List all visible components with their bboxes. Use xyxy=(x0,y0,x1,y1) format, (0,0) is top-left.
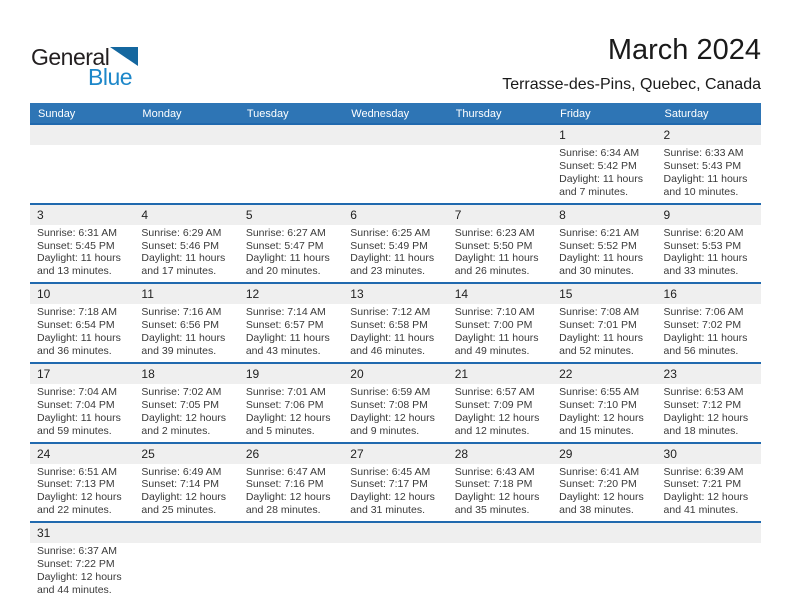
daylight-text-line1: Daylight: 12 hours xyxy=(663,411,749,424)
day-number: 4 xyxy=(141,207,149,222)
daylight-text-line1: Daylight: 11 hours xyxy=(37,252,121,265)
sunset-text: Sunset: 7:09 PM xyxy=(454,398,533,411)
sunset-text: Sunset: 5:52 PM xyxy=(559,239,637,252)
weekday-label-wednesday: Wednesday xyxy=(351,108,410,120)
day-number: 17 xyxy=(37,366,51,381)
day-number: 30 xyxy=(663,446,677,461)
daylight-text-line1: Daylight: 11 hours xyxy=(454,332,539,345)
sunset-text: Sunset: 6:58 PM xyxy=(350,319,428,332)
empty-day-number xyxy=(448,523,552,543)
empty-day-number xyxy=(30,125,134,145)
empty-day-cell xyxy=(657,543,761,601)
empty-day-cell xyxy=(134,145,238,203)
logo-text-blue: Blue xyxy=(88,64,133,90)
day-number: 2 xyxy=(663,128,671,142)
day-number: 5 xyxy=(245,207,253,222)
sunrise-text: Sunrise: 6:41 AM xyxy=(559,465,640,478)
sunrise-text: Sunrise: 6:27 AM xyxy=(245,226,326,239)
sunset-text: Sunset: 5:42 PM xyxy=(559,159,637,172)
month-title: March 2024 xyxy=(607,34,761,66)
day-number: 28 xyxy=(454,446,469,461)
day-number: 3 xyxy=(37,207,44,222)
day-cell xyxy=(448,384,552,442)
day-cell xyxy=(30,304,134,362)
daylight-text-line1: Daylight: 12 hours xyxy=(37,570,122,583)
daylight-text-line2: and 7 minutes. xyxy=(559,185,628,198)
sunset-text: Sunset: 7:04 PM xyxy=(37,398,115,411)
sunrise-text: Sunrise: 6:29 AM xyxy=(141,226,222,239)
daylight-text-line1: Daylight: 11 hours xyxy=(454,252,539,265)
daylight-text-line2: and 36 minutes. xyxy=(37,344,112,357)
day-cells-row xyxy=(30,464,761,522)
weekday-label-friday: Friday xyxy=(560,108,591,120)
daylight-text-line2: and 12 minutes. xyxy=(454,424,530,437)
daylight-text-line2: and 15 minutes. xyxy=(559,424,634,437)
day-number-band xyxy=(30,444,761,464)
daylight-text-line2: and 26 minutes. xyxy=(454,265,530,278)
empty-day-number xyxy=(657,523,761,543)
sunrise-text: Sunrise: 6:49 AM xyxy=(141,465,222,478)
day-number: 14 xyxy=(454,287,469,302)
day-cell xyxy=(30,225,134,283)
daylight-text-line2: and 49 minutes. xyxy=(454,344,530,357)
sunset-text: Sunset: 7:10 PM xyxy=(559,398,637,411)
daylight-text-line2: and 35 minutes. xyxy=(454,504,530,517)
daylight-text-line1: Daylight: 11 hours xyxy=(663,252,748,265)
day-number: 23 xyxy=(663,366,677,381)
day-cell xyxy=(657,304,761,362)
sunset-text: Sunset: 7:02 PM xyxy=(663,319,742,332)
day-number: 25 xyxy=(141,446,155,461)
daylight-text-line1: Daylight: 11 hours xyxy=(559,172,643,185)
daylight-text-line1: Daylight: 11 hours xyxy=(663,172,748,185)
day-number: 21 xyxy=(454,366,469,381)
day-cell xyxy=(552,225,656,283)
calendar-week-row xyxy=(30,364,761,444)
daylight-text-line2: and 33 minutes. xyxy=(663,265,739,278)
weekday-label-sunday: Sunday xyxy=(38,108,76,120)
day-cell xyxy=(657,225,761,283)
empty-day-cell xyxy=(448,543,552,601)
day-cell xyxy=(343,384,447,442)
day-number: 18 xyxy=(141,366,155,381)
day-number: 20 xyxy=(350,366,364,381)
daylight-text-line2: and 20 minutes. xyxy=(245,265,321,278)
weekday-label-thursday: Thursday xyxy=(455,108,502,120)
daylight-text-line2: and 59 minutes. xyxy=(37,424,112,437)
day-number-band xyxy=(30,364,761,384)
daylight-text-line2: and 23 minutes. xyxy=(350,265,425,278)
day-number: 19 xyxy=(245,366,260,381)
daylight-text-line1: Daylight: 11 hours xyxy=(663,332,748,345)
daylight-text-line1: Daylight: 12 hours xyxy=(141,491,227,504)
sunrise-text: Sunrise: 6:33 AM xyxy=(663,147,744,159)
calendar-week-row xyxy=(30,125,761,205)
daylight-text-line1: Daylight: 12 hours xyxy=(559,491,644,504)
day-number: 8 xyxy=(559,207,566,222)
daylight-text-line1: Daylight: 12 hours xyxy=(141,411,227,424)
day-cell xyxy=(239,464,343,522)
daylight-text-line1: Daylight: 12 hours xyxy=(245,491,331,504)
daylight-text-line1: Daylight: 11 hours xyxy=(141,252,226,265)
sunset-text: Sunset: 5:53 PM xyxy=(663,239,742,252)
daylight-text-line2: and 41 minutes. xyxy=(663,504,739,517)
sunset-text: Sunset: 5:49 PM xyxy=(350,239,428,252)
day-number: 22 xyxy=(559,366,573,381)
sunrise-text: Sunrise: 6:45 AM xyxy=(350,465,431,478)
daylight-text-line2: and 17 minutes. xyxy=(141,265,217,278)
sunset-text: Sunset: 7:17 PM xyxy=(350,478,428,491)
calendar-week-row xyxy=(30,205,761,285)
sunrise-text: Sunrise: 6:43 AM xyxy=(454,465,535,478)
day-cell xyxy=(552,464,656,522)
sunset-text: Sunset: 7:22 PM xyxy=(37,558,115,571)
sunrise-text: Sunrise: 6:21 AM xyxy=(559,226,640,239)
daylight-text-line2: and 13 minutes. xyxy=(37,265,112,278)
day-number: 7 xyxy=(454,207,462,222)
daylight-text-line2: and 9 minutes. xyxy=(350,424,420,437)
day-cell xyxy=(448,304,552,362)
day-number: 12 xyxy=(245,287,260,302)
daylight-text-line1: Daylight: 12 hours xyxy=(245,411,331,424)
day-number: 6 xyxy=(350,207,357,222)
day-number-band xyxy=(30,284,761,304)
empty-day-cell xyxy=(30,145,134,203)
day-number-band xyxy=(30,205,761,225)
sunset-text: Sunset: 7:16 PM xyxy=(245,478,324,491)
daylight-text-line2: and 2 minutes. xyxy=(141,424,211,437)
day-cell xyxy=(552,145,656,203)
day-cell xyxy=(239,304,343,362)
daylight-text-line2: and 25 minutes. xyxy=(141,504,217,517)
daylight-text-line1: Daylight: 12 hours xyxy=(37,491,122,504)
empty-day-number xyxy=(552,523,656,543)
day-cell xyxy=(134,225,238,283)
sunrise-text: Sunrise: 7:10 AM xyxy=(454,306,535,319)
day-cell xyxy=(657,384,761,442)
sunrise-text: Sunrise: 7:06 AM xyxy=(663,306,744,319)
day-number: 9 xyxy=(663,207,671,222)
daylight-text-line1: Daylight: 11 hours xyxy=(37,332,121,345)
sunset-text: Sunset: 7:20 PM xyxy=(559,478,637,491)
sunrise-text: Sunrise: 7:14 AM xyxy=(245,306,326,319)
day-cells-row xyxy=(30,543,761,601)
day-number: 11 xyxy=(141,287,154,302)
sunset-text: Sunset: 7:00 PM xyxy=(454,319,533,332)
sunset-text: Sunset: 7:12 PM xyxy=(663,398,742,411)
sunset-text: Sunset: 5:43 PM xyxy=(663,159,742,172)
day-number: 27 xyxy=(350,446,364,461)
sunrise-text: Sunrise: 7:12 AM xyxy=(350,306,431,319)
day-cell xyxy=(343,464,447,522)
empty-day-cell xyxy=(343,145,447,203)
day-cell xyxy=(657,145,761,203)
general-blue-logo xyxy=(31,44,151,91)
day-cell xyxy=(448,464,552,522)
sunrise-text: Sunrise: 6:53 AM xyxy=(663,385,744,398)
daylight-text-line2: and 56 minutes. xyxy=(663,344,739,357)
daylight-text-line2: and 5 minutes. xyxy=(245,424,315,437)
sunrise-text: Sunrise: 6:37 AM xyxy=(37,545,117,558)
empty-day-number xyxy=(134,523,238,543)
empty-day-cell xyxy=(239,543,343,601)
weekday-label-monday: Monday xyxy=(142,108,182,120)
location-subtitle: Terrasse-des-Pins, Quebec, Canada xyxy=(502,76,761,93)
empty-day-cell xyxy=(134,543,238,601)
daylight-text-line1: Daylight: 11 hours xyxy=(559,252,643,265)
daylight-text-line1: Daylight: 12 hours xyxy=(350,491,435,504)
sunrise-text: Sunrise: 6:23 AM xyxy=(454,226,535,239)
daylight-text-line1: Daylight: 11 hours xyxy=(350,252,435,265)
sunrise-text: Sunrise: 6:25 AM xyxy=(350,226,431,239)
sunset-text: Sunset: 6:56 PM xyxy=(141,319,220,332)
sunrise-text: Sunrise: 7:08 AM xyxy=(559,306,640,319)
sunset-text: Sunset: 7:05 PM xyxy=(141,398,220,411)
daylight-text-line2: and 44 minutes. xyxy=(37,583,112,596)
sunset-text: Sunset: 7:08 PM xyxy=(350,398,428,411)
sunset-text: Sunset: 7:06 PM xyxy=(245,398,324,411)
day-cell xyxy=(239,225,343,283)
sunrise-text: Sunrise: 6:31 AM xyxy=(37,226,117,239)
daylight-text-line2: and 22 minutes. xyxy=(37,504,112,517)
daylight-text-line1: Daylight: 12 hours xyxy=(454,411,540,424)
sunrise-text: Sunrise: 7:18 AM xyxy=(37,306,117,319)
weekday-label-tuesday: Tuesday xyxy=(246,108,289,120)
empty-day-number xyxy=(448,125,552,145)
day-cells-row xyxy=(30,145,761,203)
calendar-week-row xyxy=(30,523,761,601)
day-cell xyxy=(343,304,447,362)
daylight-text-line2: and 38 minutes. xyxy=(559,504,634,517)
sunset-text: Sunset: 6:54 PM xyxy=(37,319,115,332)
day-number: 16 xyxy=(663,287,677,302)
daylight-text-line1: Daylight: 11 hours xyxy=(559,332,643,345)
weekday-header-row xyxy=(30,103,761,125)
day-cell xyxy=(134,384,238,442)
daylight-text-line2: and 30 minutes. xyxy=(559,265,634,278)
empty-day-number xyxy=(343,125,447,145)
day-cell xyxy=(30,464,134,522)
sunset-text: Sunset: 7:18 PM xyxy=(454,478,533,491)
empty-day-cell xyxy=(552,543,656,601)
sunrise-text: Sunrise: 7:02 AM xyxy=(141,385,222,398)
day-cells-row xyxy=(30,304,761,362)
day-cell xyxy=(134,304,238,362)
sunrise-text: Sunrise: 7:16 AM xyxy=(141,306,222,319)
daylight-text-line2: and 31 minutes. xyxy=(350,504,425,517)
daylight-text-line2: and 43 minutes. xyxy=(245,344,321,357)
day-number: 10 xyxy=(37,287,51,302)
day-cell xyxy=(30,384,134,442)
day-number: 1 xyxy=(559,128,566,142)
day-number: 13 xyxy=(350,287,364,302)
empty-day-cell xyxy=(239,145,343,203)
title-block xyxy=(502,34,761,94)
day-cells-row xyxy=(30,225,761,283)
sunrise-text: Sunrise: 6:20 AM xyxy=(663,226,744,239)
daylight-text-line2: and 39 minutes. xyxy=(141,344,217,357)
sunrise-text: Sunrise: 6:51 AM xyxy=(37,465,117,478)
calendar-grid xyxy=(30,103,761,601)
sunset-text: Sunset: 5:45 PM xyxy=(37,239,115,252)
sunset-text: Sunset: 6:57 PM xyxy=(245,319,324,332)
sunrise-text: Sunrise: 6:57 AM xyxy=(454,385,535,398)
daylight-text-line2: and 10 minutes. xyxy=(663,185,739,198)
day-cell xyxy=(134,464,238,522)
day-number-band xyxy=(30,125,761,145)
empty-day-number xyxy=(239,523,343,543)
daylight-text-line2: and 46 minutes. xyxy=(350,344,425,357)
day-number-band xyxy=(30,523,761,543)
day-cell xyxy=(343,225,447,283)
day-number: 24 xyxy=(37,446,51,461)
daylight-text-line1: Daylight: 11 hours xyxy=(245,332,330,345)
sunset-text: Sunset: 5:50 PM xyxy=(454,239,533,252)
daylight-text-line1: Daylight: 11 hours xyxy=(350,332,435,345)
day-number: 15 xyxy=(559,287,573,302)
daylight-text-line2: and 18 minutes. xyxy=(663,424,739,437)
daylight-text-line1: Daylight: 11 hours xyxy=(37,411,121,424)
sunrise-text: Sunrise: 7:04 AM xyxy=(37,385,117,398)
empty-day-cell xyxy=(343,543,447,601)
day-cell xyxy=(552,384,656,442)
day-number: 26 xyxy=(245,446,260,461)
sunset-text: Sunset: 7:21 PM xyxy=(663,478,742,491)
daylight-text-line1: Daylight: 12 hours xyxy=(454,491,540,504)
sunset-text: Sunset: 5:46 PM xyxy=(141,239,220,252)
daylight-text-line1: Daylight: 12 hours xyxy=(663,491,749,504)
day-cell xyxy=(657,464,761,522)
logo-text-general: General xyxy=(31,44,110,70)
sunset-text: Sunset: 7:13 PM xyxy=(37,478,115,491)
sunrise-text: Sunrise: 6:34 AM xyxy=(559,147,640,159)
day-cell xyxy=(30,543,134,601)
empty-day-number xyxy=(134,125,238,145)
sunrise-text: Sunrise: 7:01 AM xyxy=(245,385,326,398)
sunrise-text: Sunrise: 6:39 AM xyxy=(663,465,744,478)
sunset-text: Sunset: 7:14 PM xyxy=(141,478,220,491)
day-cell xyxy=(239,384,343,442)
sunrise-text: Sunrise: 6:59 AM xyxy=(350,385,431,398)
day-cells-row xyxy=(30,384,761,442)
daylight-text-line1: Daylight: 12 hours xyxy=(350,411,435,424)
sunrise-text: Sunrise: 6:55 AM xyxy=(559,385,640,398)
day-number: 31 xyxy=(37,526,51,541)
calendar-week-row xyxy=(30,444,761,524)
sunset-text: Sunset: 5:47 PM xyxy=(245,239,324,252)
empty-day-number xyxy=(239,125,343,145)
day-number: 29 xyxy=(559,446,573,461)
empty-day-cell xyxy=(448,145,552,203)
empty-day-number xyxy=(343,523,447,543)
sunrise-text: Sunrise: 6:47 AM xyxy=(245,465,326,478)
daylight-text-line1: Daylight: 11 hours xyxy=(141,332,226,345)
daylight-text-line1: Daylight: 11 hours xyxy=(245,252,330,265)
calendar-weeks xyxy=(30,125,761,601)
sunset-text: Sunset: 7:01 PM xyxy=(559,319,637,332)
daylight-text-line2: and 52 minutes. xyxy=(559,344,634,357)
daylight-text-line1: Daylight: 12 hours xyxy=(559,411,644,424)
day-cell xyxy=(552,304,656,362)
calendar-week-row xyxy=(30,284,761,364)
daylight-text-line2: and 28 minutes. xyxy=(245,504,321,517)
day-cell xyxy=(448,225,552,283)
weekday-label-saturday: Saturday xyxy=(664,108,709,120)
